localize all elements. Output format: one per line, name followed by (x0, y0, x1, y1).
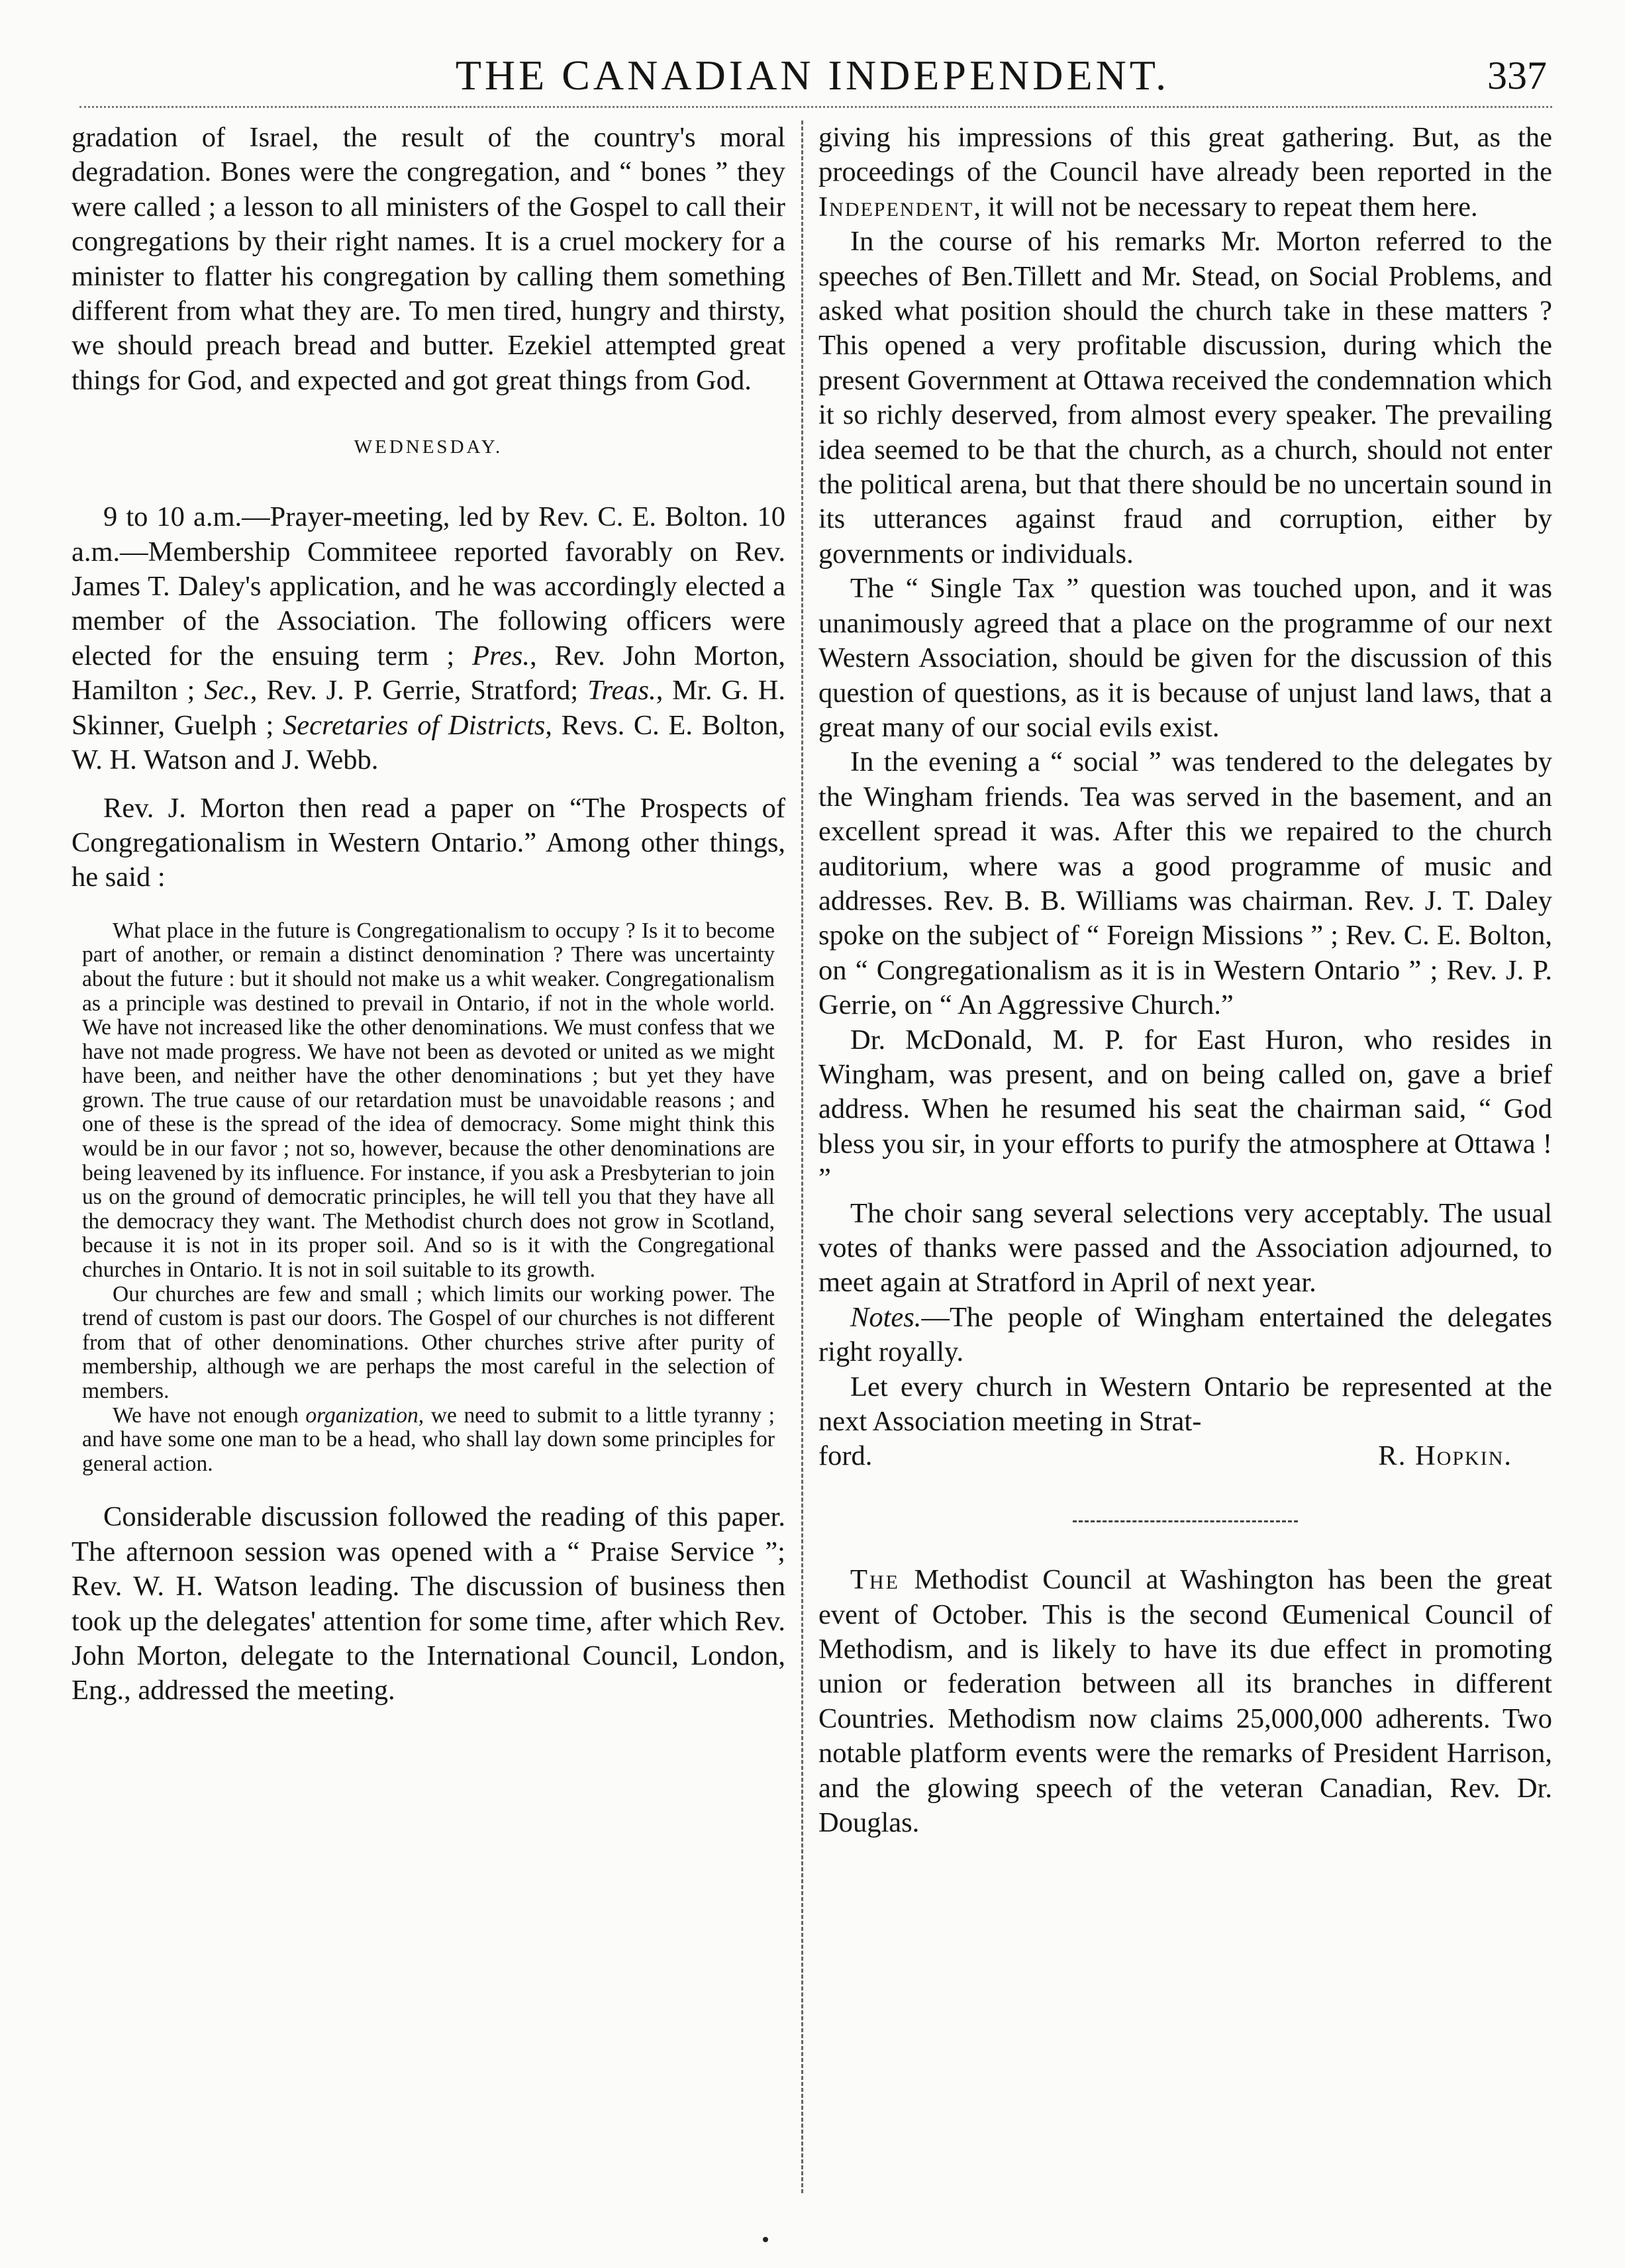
discussion-paragraph: Considerable discussion followed the reading of this paper. The afternoon session was opened with a “ Praise Service ”; Rev. W. H. Watson leading. The discussion of business then took up the delegates' attention for some time, after which Rev. John Morton, delegate to the International Council, London, Eng., addressed the meeting. (72, 1501, 785, 1706)
impressions-paragraph: giving his impressions of this great gathering. But, as the proceedings of the Council have already been reported in the Independent, it will not be necessary to repeat them here. (818, 122, 1552, 222)
signature-line: ford. R. Hopkin. (818, 1439, 1552, 1473)
page-number: 337 (1487, 54, 1547, 97)
quoted-paper (82, 919, 775, 1477)
wednesday-paragraph: 9 to 10 a.m.—Prayer-meeting, led by Rev. C. E. Bolton. 10 a.m.—Membership Commiteee reported favorably on Rev. James T. Daley's application, and he was accordingly elected a member of the Association. The following officers were elected for the ensuing term ; Pres., Rev. John Morton, Hamilton ; Sec., Rev. J. P. Gerrie, Stratford; Treas., Mr. G. H. Skinner, Guelph ; Secretaries of Districts, Revs. C. E. Bolton, W. H. Watson and J. Webb. (72, 501, 785, 776)
mcdonald-paragraph: Dr. McDonald, M. P. for East Huron, who resides in Wingham, was present, and on being called on, gave a brief address. When he resumed his seat the chairman said, “ God bless you sir, in your efforts to purify the atmosphere at Ottawa ! ” (818, 1024, 1552, 1195)
footer-mark (763, 2237, 768, 2242)
section-separator (818, 1497, 1552, 1531)
morton-paper-paragraph: Rev. J. Morton then read a paper on “The Prospects of Congregationalism in Western Ontario.” Among other things, he said : (72, 792, 785, 893)
column-divider (801, 121, 803, 2193)
section-heading-wednesday: WEDNESDAY. (354, 436, 503, 458)
quote-paragraph: What place in the future is Congregationalism to occupy ? Is it to become part of another, or remain a distinct denomination ? There was uncertainty about the future : but it should not make us a whit weaker. Congregationalism as a principle was destined to prevail in Ontario, if not in the whole world. We have not increased like the other denominations. We must confess that we have not made progress. We have not been as devoted or united as we might have been, and neither have the other denominations ; but yet they have grown. The true cause of our retardation must be unavoidable reasons ; and one of these is the spread of the idea of democracy. Some might think this would be in our favor ; not so, however, because the other denominations are being leavened by its influence. For instance, if you ask a Presbyterian to join us on the ground of democratic principles, he will tell you that they have all the democracy they want. The Methodist church does not grow in Scotland, because it is not in its proper soil. And so is it with the Congregational churches in Ontario. It is not in soil suitable to its growth. (82, 918, 775, 1283)
choir-paragraph: The choir sang several selections very acceptably. The usual votes of thanks were passed and the Association adjourned, to meet again at Stratford in April of next year. (818, 1197, 1552, 1299)
journal-title: THE CANADIAN INDEPENDENT. (455, 52, 1170, 99)
right-column (818, 121, 1552, 1841)
quote-paragraph: We have not enough organization, we need to submit to a little tyranny ; and have some one man to be a head, who shall lay down some principles for general action. (82, 1403, 775, 1476)
evening-social-paragraph: In the evening a “ social ” was tendered to the delegates by the Wingham friends. Tea was served in the basement, and an excellent spread it was. After this we repaired to the church auditorium, where was a good programme of music and addresses. Rev. B. B. Williams was chairman. Rev. J. T. Daley spoke on the subject of “ Foreign Missions ” ; Rev. C. E. Bolton, on “ Congregationalism as it is in Western Ontario ” ; Rev. J. P. Gerrie, on “ An Aggressive Church.” (818, 746, 1552, 1021)
author-signature: R. Hopkin. (1378, 1440, 1512, 1472)
header-rule (79, 106, 1552, 108)
quote-paragraph: Our churches are few and small ; which limits our working power. The trend of custom is past our doors. The Gospel of our churches is not different from that of other denominations. Other churches strive after purity of membership, although we are perhaps the most careful in the selection of members. (82, 1281, 775, 1403)
notes-paragraph: Notes.—The people of Wingham entertained the delegates right royally. (818, 1301, 1552, 1368)
single-tax-paragraph: The “ Single Tax ” question was touched upon, and it was unanimously agreed that a place on the programme of our next Western Association, should be given for the discussion of this question of questions, as it is because of unjust land laws, that a great many of our social evils exist. (818, 573, 1552, 743)
left-column (72, 121, 785, 1708)
methodist-council-paragraph: The Methodist Council at Washington has been the great event of October. This is the second Œumenical Council of Methodism, and is likely to have its due effect in promoting union or federation between all its branches in different Countries. Methodism now claims 25,000,000 adherents. Two notable platform events were the remarks of President Harrison, and the glowing speech of the veteran Canadian, Rev. Dr. Douglas. (818, 1564, 1552, 1839)
course-paragraph: In the course of his remarks Mr. Morton referred to the speeches of Ben.Tillett and Mr. Stead, on Social Problems, and asked what position should the church take in these matters ? This opened a very profitable discussion, during which the present Government at Ottawa received the condemnation which it so richly deserved, from almost every speaker. The prevailing idea seemed to be that the church, as a church, should not enter the political arena, but that there should be no uncertain sound in its utterances against fraud and corruption, either by governments or individuals. (818, 226, 1552, 569)
intro-paragraph: gradation of Israel, the result of the country's moral degradation. Bones were the congregation, and “ bones ” they were called ; a lesson to all ministers of the Gospel to call their congregations by their right names. It is a cruel mockery for a minister to flatter his congregation by calling them something different from what they are. To men tired, hungry and thirsty, we should preach bread and butter. Ezekiel attempted great things for God, and expected and got great things from God. (72, 122, 785, 396)
closing-paragraph: Let every church in Western Ontario be represented at the next Association meeting in Strat- (818, 1371, 1552, 1438)
page-header (0, 0, 1625, 113)
